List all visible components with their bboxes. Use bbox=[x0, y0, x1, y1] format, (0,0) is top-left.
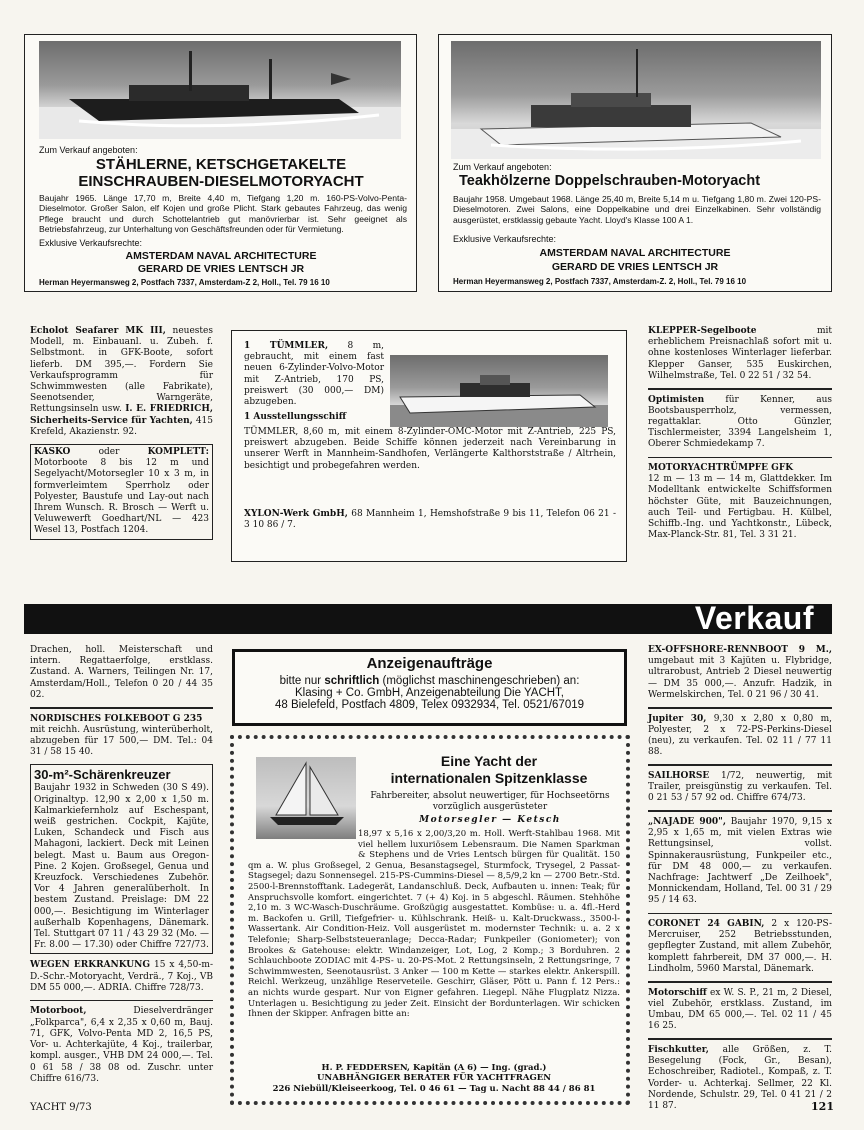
footer-magazine-issue: YACHT 9/73 bbox=[30, 1102, 92, 1113]
ad-item1-body: 8 m, gebraucht, mit einem fast neuen 6-Zylinder-Volvo-Motor mit Z-Antrieb, 170 PS, preiswert (30 000,— DM) abzugeben. bbox=[244, 341, 385, 408]
ad-title-line2: internationalen Spitzenklasse bbox=[390, 770, 588, 786]
ad-motorsegler-ketsch bbox=[230, 735, 630, 1105]
notice-line2: Klasing + Co. GmbH, Anzeigenabteilung Die YACHT, bbox=[294, 687, 564, 699]
ad-firm-2: UNABHÄNGIGER BERATER FÜR YACHTFRAGEN bbox=[317, 1073, 551, 1084]
classified-motorschiff bbox=[648, 988, 832, 1033]
ad-item1-head: 1 TÜMMLER, bbox=[244, 341, 329, 351]
classified-head: Optimisten bbox=[648, 394, 705, 405]
divider bbox=[648, 810, 832, 812]
divider bbox=[648, 913, 832, 915]
classified-head: KLEPPER-Segelboote bbox=[648, 326, 757, 336]
classified-wegen-erkrankung bbox=[30, 960, 213, 994]
classified-body: alle Größen, z. T. Besegelung (Fock, Gr., Besan), Echoschreiber, Radiotel., Kompaß, z. T. Vorder- u. Achterkaj. Sellmer, 22 Kl. Nordende, Schulstr. 29, Tel. 0 41 21 / 2 11 87. bbox=[648, 1044, 832, 1111]
classified-trumpfe bbox=[648, 463, 832, 541]
classified-coronet bbox=[648, 919, 832, 975]
ad-subtitle: Fahrbereiter, absolut neuwertiger, für Hochseetörns vorzüglich ausgerüsteter bbox=[370, 791, 610, 813]
tuemmler-boat-drawing bbox=[390, 355, 608, 427]
classified-body: 12 m — 13 m — 14 m, Glattdekker. Im Modelltank entwickelte Schiffsformen höchster Güte, mit Bauzeichnungen, auch Teil- und Fertigbau. H. Külbel, Schiffb.-Ing. und Yachtkonstr., Lübeck, Max-Planck-Str. 81, Tel. 3 31 21. bbox=[648, 474, 832, 541]
classified-head: Jupiter 30, bbox=[648, 713, 707, 724]
ad-firm: XYLON-Werk GmbH, bbox=[244, 509, 348, 519]
classified-klepper bbox=[648, 326, 832, 382]
ad-firm-line1: AMSTERDAM NAVAL ARCHITECTURE bbox=[539, 247, 731, 259]
classified-offshore bbox=[648, 645, 832, 701]
classified-fischkutter bbox=[648, 1045, 832, 1112]
ketsch-sailboat-photo bbox=[256, 757, 356, 839]
ad-intro: Zum Verkauf angeboten: bbox=[453, 162, 552, 172]
right-column-bottom bbox=[648, 645, 832, 1118]
ad-title: Teakhölzerne Doppelschrauben-Motoryacht bbox=[459, 173, 761, 189]
classified-body: Baujahr 1970, 9,15 x 2,95 x 1,65 m, mit vielen Extras wie Rettungsinsel, vollst. Spinnakerausrüstung, Funkpeiler etc., für DM 48 000,— zu verkaufen. Nachfrage: Jachtwerf „De Zeilhoek", Monnickendam, Holland, Tel. 00 31 / 29 95 / 14 63. bbox=[648, 816, 832, 906]
classified-head: SAILHORSE bbox=[648, 770, 710, 781]
classified-schaerenkreuzer bbox=[30, 764, 213, 954]
ad-teak-motoryacht bbox=[438, 34, 832, 292]
classified-head: Fischkutter, bbox=[648, 1044, 709, 1055]
ad-body: Baujahr 1958. Umgebaut 1968. Länge 25,40 m, Breite 5,14 m u. Tiefgang 1,80 m. Zwei 120-PS-Dieselmotoren. Zwei Salons, eine Doppelkabine und drei Einzelkabinen. Sehr vollständig ausgerüstet, erstklassig gebaute Yacht. Lloyd's Klasse 100 A 1. bbox=[453, 194, 821, 225]
classified-body: ex W. S. P., 21 m, 2 Diesel, viel Zubehör, erstklass. Zustand, im Umbau, DM 65 000,—. Tel. 02 11 / 45 16 25. bbox=[648, 987, 832, 1032]
ad-item2-body: TÜMMLER, 8,60 m, mit einem 8-Zylinder-OMC-Motor mit Z-Antrieb, 225 PS, preiswert abzugeben. Beide Schiffe können jederzeit nach Vereinbarung in unserer Werft in Mannheim-Sandhofen, Verlängerte Kalthorststraße / Altrhein, besichtigt und probegefahren werden. bbox=[244, 427, 616, 471]
classified-head: Motorboot, bbox=[30, 1006, 87, 1017]
classified-body: 15 x 4,50-m-D.-Schr.-Motoryacht, Verdrä., 7 Koj., VB DM 55 000,—. ADRIA. Chiffre 728/73. bbox=[30, 960, 213, 993]
classified-head: EX-OFFSHORE-RENNBOOT 9 M., bbox=[648, 645, 832, 655]
classified-drachen: Drachen, holl. Meisterschaft und intern. Regattaerfolge, erstklass. Zustand. A. Warners, Teilingen Nr. 17, Amsterdam/Holl., Telefon 0 20 / 44 35 02. bbox=[30, 645, 213, 700]
ad-title-line1: Eine Yacht der bbox=[440, 753, 538, 769]
notice-title: Anzeigenaufträge bbox=[366, 655, 493, 672]
classified-body: mit erheblichem Preisnachlaß sofort mit u. ohne kostenloses Winterlager lieferbar. Klepper Ganser, 535 Euskirchen, Wilhelmstraße, Tel. 0 22 51 / 32 54. bbox=[648, 326, 832, 381]
left-column-top bbox=[30, 326, 213, 546]
tuemmler-boat-photo bbox=[390, 355, 608, 427]
classified-body: 2 x 120-PS-Mercruiser, 252 Betriebsstunden, gepflegter Zustand, mit allem Zubehör, komplett fahrbereit, DM 37 000,—. H. Lindholm, 5960 Marstal, Dänemark. bbox=[648, 919, 832, 974]
classified-head: „NAJADE 900", bbox=[648, 816, 726, 827]
motoryacht-photo-drawing bbox=[39, 41, 401, 139]
ad-address: Herman Heyermansweg 2, Postfach 7337, Amsterdam-Z. 2, Holl., Tel. 79 16 10 bbox=[453, 277, 747, 286]
ad-title-line2: EINSCHRAUBEN-DIESELMOTORYACHT bbox=[78, 173, 364, 190]
classified-head: Echolot Seafarer MK III, bbox=[30, 326, 166, 336]
notice-line1-post: (möglichst maschinengeschrieben) an: bbox=[382, 675, 580, 687]
divider bbox=[648, 1038, 832, 1040]
classified-body: 1/72, neuwertig, mit Trailer, preisgünstig zu verkaufen. Tel. 0 21 53 / 57 92 od. Chiffre 674/73. bbox=[648, 770, 832, 804]
ad-title-line1: STÄHLERNE, KETSCHGETAKELTE bbox=[95, 156, 347, 173]
ad-firm-line1: AMSTERDAM NAVAL ARCHITECTURE bbox=[125, 250, 317, 262]
classified-head-2: KOMPLETT: bbox=[147, 447, 209, 458]
classified-head: NORDISCHES FOLKEBOOT G 235 bbox=[30, 713, 203, 724]
ad-firm-line2: GERARD DE VRIES LENTSCH JR bbox=[137, 262, 305, 275]
right-column-top bbox=[648, 326, 832, 547]
divider bbox=[648, 981, 832, 983]
classified-head: MOTORYACHTRÜMPFE GFK bbox=[648, 463, 794, 474]
left-column-bottom bbox=[30, 645, 213, 1091]
notice-line3: 48 Bielefeld, Postfach 4809, Telex 0932934, Tel. 0521/67019 bbox=[274, 699, 585, 711]
notice-line1-pre: bitte nur bbox=[279, 675, 322, 687]
classified-mid: oder bbox=[98, 447, 120, 458]
classified-kasko bbox=[30, 444, 213, 540]
ad-address: 68 Mannheim 1, Hemshofstraße 9 bis 11, Telefon 06 21 - 3 10 86 / 7. bbox=[244, 509, 616, 531]
banner-label: Verkauf bbox=[694, 600, 814, 636]
ad-xylon-tuemmler bbox=[231, 330, 627, 562]
ad-steel-ketch-yacht bbox=[24, 34, 417, 292]
classified-najade bbox=[648, 817, 832, 907]
motoryacht-photo bbox=[39, 41, 401, 139]
classified-body: umgebaut mit 3 Kajüten u. Flybridge, ultrarobust, Antrieb 2 Diesel neuwertig — DM 35 000,—. Anzufr. Hadzik, in Wermelskirchen, Tel. 0 21 96 / 30 41. bbox=[648, 656, 832, 700]
classified-body: für Kenner, aus Bootsbausperrholz, vermessen, regattaklar. Otto Günzler, Tischlermeister, 3394 Langelsheim 1, Oberer Schmiedekamp 7. bbox=[648, 394, 832, 450]
ad-firm-line2: GERARD DE VRIES LENTSCH JR bbox=[551, 261, 719, 273]
classified-echolot bbox=[30, 326, 213, 438]
ad-firm: H. P. FEDDERSEN, Kapitän (A 6) — Ing. (grad.) bbox=[321, 1063, 547, 1073]
ad-body: Baujahr 1965. Länge 17,70 m, Breite 4,40 m, Tiefgang 1,20 m. 160-PS-Volvo-Penta-Dieselmotor. Großer Salon, elf Kojen und große Plicht. Stark gebautes Fahrzeug, das wenig Pflege braucht und durch Schottelantrieb gut manövrierbar ist. Sehr geeignet als Betriebsfahrzeug, zur Unterhaltung von Geschäftsfreunden oder für Vermietung. bbox=[39, 193, 407, 235]
ad-address: Herman Heyermansweg 2, Postfach 7337, Amsterdam-Z 2, Holl., Tel. 79 16 10 bbox=[39, 278, 330, 287]
classified-motorboot bbox=[30, 1006, 213, 1084]
classified-folkeboot bbox=[30, 714, 213, 759]
classified-sailhorse bbox=[648, 771, 832, 805]
notice-anzeigenauftraege bbox=[232, 649, 627, 726]
teak-yacht-photo bbox=[451, 41, 821, 159]
ad-intro: Zum Verkauf angeboten: bbox=[39, 145, 138, 155]
classified-head: WEGEN ERKRANKUNG bbox=[30, 960, 151, 971]
divider bbox=[648, 707, 832, 709]
classified-body: Dieselverdränger „Folkparca", 6,4 x 2,35 x 0,60 m, Bauj. 71, GFK, Volvo-Penta MD 2, 16,5 PS, Vor- u. Achterkajüte, 4 Koj., trailerbar, kompl. ausger., VHB DM 24 000,—. Tel. 0 61 58 / 38 08 od. Zuschr. unter Chiffre 616/73. bbox=[30, 1006, 213, 1084]
ad-address: 226 Niebüll/Kleiseerkoog, Tel. 0 46 61 — Tag u. Nacht 88 44 / 86 81 bbox=[272, 1083, 596, 1094]
classified-body: mit reichh. Ausrüstung, winterüberholt, abzugeben für 17 500,— DM. Tel.: 04 31 / 58 15 40. bbox=[30, 724, 213, 758]
divider bbox=[30, 707, 213, 709]
divider bbox=[30, 1000, 213, 1002]
classified-head: Motorschiff bbox=[648, 987, 707, 998]
teak-yacht-photo-drawing bbox=[451, 41, 821, 159]
classified-firm: I. E. FRIEDRICH, Sicherheits-Service für Yachten, bbox=[30, 404, 213, 426]
classified-jupiter bbox=[648, 714, 832, 759]
classified-optimisten bbox=[648, 395, 832, 451]
classified-body: neuestes Modell, m. Einbauanl. u. Zubeh. f. Selbstmont. in GFK-Boote, sofort lieferb. DM 395,—. Fordern Sie Verkaufsprogramm für Schwimmwesten (alle Fabrikate), Seenotsender, Warngeräte, Rettungsinseln usw. bbox=[30, 326, 213, 415]
ad-boat-type: Motorsegler — Ketsch bbox=[419, 815, 561, 825]
verkauf-banner bbox=[24, 600, 832, 636]
divider bbox=[648, 764, 832, 766]
notice-line1-strong: schriftlich bbox=[324, 675, 380, 687]
classified-head: 30-m²-Schärenkreuzer bbox=[34, 767, 171, 783]
ad-exclusive: Exklusive Verkaufsrechte: bbox=[453, 234, 557, 244]
classified-body: Motorboote 8 bis 12 m und Segelyacht/Motorsegler 10 x 3 m, in formverleimtem Sperrholz oder Polyester, Baustufe und Lay-out nach Ihrem Wunsch. R. Brosch — Werft u. Veluwewerft Goedhart/NL — 423 Wesel 13, Postfach 1204. bbox=[34, 458, 209, 536]
ketsch-sailboat-drawing bbox=[256, 757, 356, 839]
ad-body: 18,97 x 5,16 x 2,00/3,20 m. Holl. Werft-Stahlbau 1968. Mit viel hellem luxuriösem Lebensraum. Die Namen Sparkman & Stephens und de Vries Lentsch bürgen für Qualität. 150 qm a. W. plus Großsegel, 2 Genua, Besanstagsegel, Sturmfock, Trysegel, 2 Passat-Stagsegel; dazu Sonnensegel. 215-PS-Cummins-Diesel — 8,5/9,2 kn — 2700 Betr.-Std. 2500-l-Brennstofftank. Ladegerät, Landanschluß. Deck, Aufbauten u. innen: Teak; für Anspruchsvolle komfort. eingerichtet. 7 (+ 4) Koj. in 5 abgeschl. Räumen. Stehhöhe 2,10 m. 3 WC-Wasch-Duschräume. Großzügig ausgestattet. Kombüse: u. a. 4fl.-Herd m. Backofen u. Grill, Tiefgefrier- u. Kühlschrank. Heiß- u. Kalt-Druckwass., 3500-l-Wassertank. Air Condition-Heiz. Voll ausgerüstet m. modernster Technik: u. a. 2 x Telefonie; Sharp-Selbststeueranlage; Decca-Radar; Funkpeiler (Goniometer); von Brookes & Gatehouse: elektr. Windanzeiger, Lot, Log, 2 Komp.; 3 Borduhren. 2 Schlauchboote ZODIAC mit 4-PS- u. 20-PS-Mot. 2 Rettungsinseln, 2 Rettungsringe, 7 Schwimmwesten, Seenotausrüst. 3 Anker — 100 m Kette — starkes elektr. Ankerspill. Reichl. Werkzeug, unzählige Reserveteile. Geschirr, Gläser, Pött u. Pann f. 12 Pers.: an nichts wurde gespart. Nur von Eigner gefahren. Liegepl. Nähe Flugplatz Nizza. Unterlagen u. Besichtigung zu jeder Zeit. Einsicht der Bordunterlagen. Wir schicken Ihnen der Skipper. Anfragen bitte an: bbox=[248, 829, 620, 1020]
classified-head: KASKO bbox=[34, 447, 71, 458]
classified-head: CORONET 24 GABIN, bbox=[648, 919, 765, 930]
classified-address: 415 Krefeld, Akazienstr. 92. bbox=[30, 415, 213, 437]
classified-body: Baujahr 1932 in Schweden (30 S 49). Originaltyp. 12,90 x 2,00 x 1,50 m. Kalmarkiefernholz auf Eschespant, weiß gestrichen. Cockpit, Kajüte, Luken, Schandeck und Fisch aus Mahagoni, lackiert. Deck mit Leinen belegt. Mast u. Baum aus Oregon-Pine. 2 Kojen. Großsegel, Genua und Kreuzfock. Verschiedenes Zubehör. Vor 4 Jahren generalüberholt. In bestem Zustand. Preislage: DM 22 000,—. Besichtigung im Winterlager außerhalb Kopenhagens, Dänemark. Tel. Stuttgart 07 11 / 43 29 32 (Mo. — Fr. 8.00 — 17.30) oder Chiffre 727/73. bbox=[34, 783, 209, 951]
divider bbox=[648, 457, 832, 459]
classified-body: 9,30 x 2,80 x 0,80 m, Polyester, 2 x 72-PS-Perkins-Diesel (neu), zu verkaufen. Tel. 02 11 / 77 11 88. bbox=[648, 713, 832, 758]
ad-exclusive: Exklusive Verkaufsrechte: bbox=[39, 238, 143, 248]
ad-item2-head: 1 Ausstellungsschiff bbox=[244, 412, 347, 423]
footer-page-number: 121 bbox=[811, 1100, 834, 1113]
divider bbox=[648, 388, 832, 390]
